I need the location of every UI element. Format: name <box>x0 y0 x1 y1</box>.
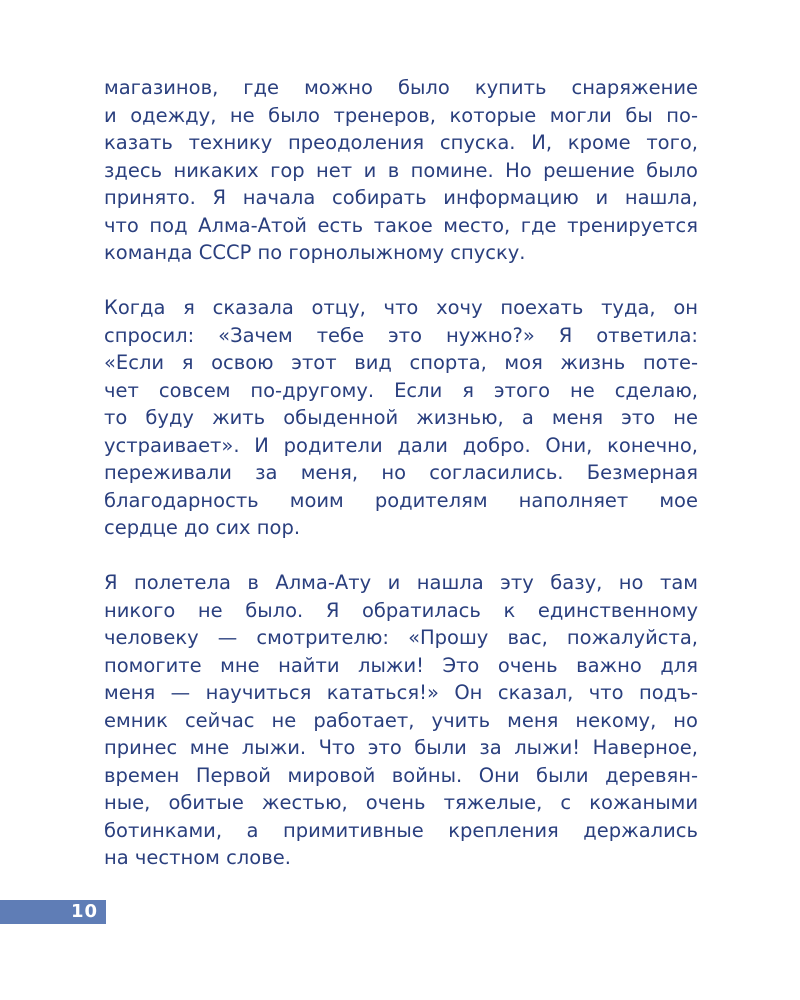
text-line: благодарность моим родителям наполняет мое <box>104 488 698 512</box>
text-line: здесь никаких гор нет и в помине. Но решение было <box>104 158 698 182</box>
text-line: ные, обитые жестью, очень тяжелые, с кожаными <box>104 791 698 814</box>
text-line: ботинками, а примитивные крепления держались <box>104 818 698 842</box>
text-line: человеку — смотрителю: «Прошу вас, пожалуйста, <box>104 626 698 649</box>
text-line: чет совсем по-другому. Если я этого не сделаю, <box>104 378 698 402</box>
text-line: команда СССР по горнолыжному спуску. <box>104 241 526 264</box>
text-line: то буду жить обыденной жизнью, а меня это не <box>104 406 698 429</box>
text-line: принес мне лыжи. Что это были за лыжи! Наверное, <box>104 736 698 759</box>
body-text <box>104 74 698 899</box>
text-line: «Если я освою этот вид спорта, моя жизнь поте- <box>104 351 698 374</box>
text-line: сердце до сих пор. <box>104 516 301 539</box>
text-line: спросил: «Зачем тебе это нужно?» Я ответила: <box>104 323 698 347</box>
text-line: Я полетела в Алма-Ату и нашла эту базу, но там <box>104 571 698 594</box>
text-line: меня — научиться кататься!» Он сказал, что подъ- <box>104 681 698 704</box>
paragraph-3 <box>104 569 698 872</box>
text-line: переживали за меня, но согласились. Безмерная <box>104 461 698 484</box>
text-line: Когда я сказала отцу, что хочу поехать туда, он <box>104 296 698 319</box>
paragraph-2 <box>104 294 698 542</box>
page-number-bar <box>0 900 106 924</box>
text-line: помогите мне найти лыжи! Это очень важно для <box>104 653 698 677</box>
text-line: принято. Я начала собирать информацию и нашла, <box>104 186 698 209</box>
text-line: устраивает». И родители дали добро. Они, конечно, <box>104 433 698 457</box>
text-line: и одежду, не было тренеров, которые могли бы по- <box>104 103 698 127</box>
page-number: 10 <box>70 901 98 922</box>
text-line: казать технику преодоления спуска. И, кроме того, <box>104 131 698 154</box>
text-line: магазинов, где можно было купить снаряжение <box>104 76 698 99</box>
text-line: что под Алма-Атой есть такое место, где тренируется <box>104 213 698 237</box>
text-line: на честном слове. <box>104 846 291 869</box>
text-line: никого не было. Я обратилась к единственному <box>104 598 698 622</box>
text-line: емник сейчас не работает, учить меня некому, но <box>104 708 698 732</box>
paragraph-1 <box>104 74 698 267</box>
text-line: времен Первой мировой войны. Они были деревян- <box>104 763 698 787</box>
